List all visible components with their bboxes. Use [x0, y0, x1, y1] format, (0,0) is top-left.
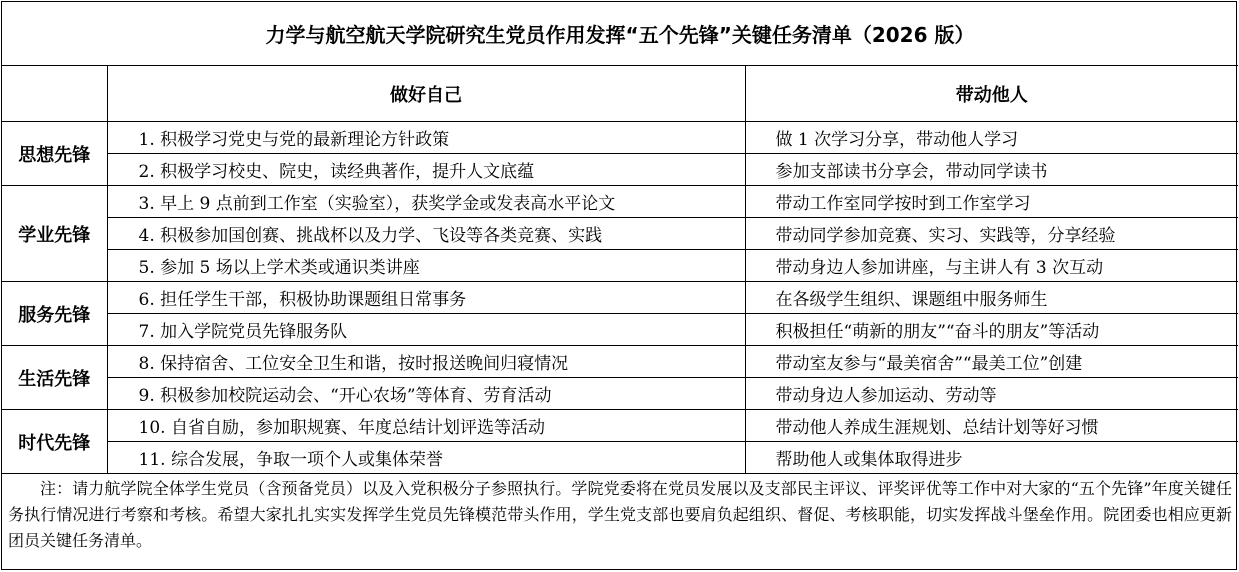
task-others-11: 帮助他人或集体取得进步	[745, 442, 1238, 474]
task-self-7: 7. 加入学院党员先锋服务队	[107, 314, 745, 346]
task-others-9: 带动身边人参加运动、劳动等	[745, 378, 1238, 410]
task-list-sheet	[1, 1, 1237, 570]
task-others-2: 参加支部读书分享会，带动同学读书	[745, 154, 1238, 186]
category-life: 生活先锋	[2, 346, 107, 410]
category-study: 学业先锋	[2, 186, 107, 282]
task-others-6: 在各级学生组织、课题组中服务师生	[745, 282, 1238, 314]
task-table	[2, 2, 1238, 560]
category-thought: 思想先锋	[2, 122, 107, 186]
task-self-10: 10. 自省自励，参加职规赛、年度总结计划评选等活动	[107, 410, 745, 442]
page-title: 力学与航空航天学院研究生党员作用发挥“五个先锋”关键任务清单（2026 版）	[2, 2, 1238, 66]
header-others: 带动他人	[745, 66, 1238, 122]
task-others-10: 带动他人养成生涯规划、总结计划等好习惯	[745, 410, 1238, 442]
task-self-5: 5. 参加 5 场以上学术类或通识类讲座	[107, 250, 745, 282]
task-self-9: 9. 积极参加校院运动会、“开心农场”等体育、劳育活动	[107, 378, 745, 410]
task-self-1: 1. 积极学习党史与党的最新理论方针政策	[107, 122, 745, 154]
task-others-7: 积极担任“萌新的朋友”“奋斗的朋友”等活动	[745, 314, 1238, 346]
task-others-5: 带动身边人参加讲座，与主讲人有 3 次互动	[745, 250, 1238, 282]
task-self-11: 11. 综合发展，争取一项个人或集体荣誉	[107, 442, 745, 474]
task-self-8: 8. 保持宿舍、工位安全卫生和谐，按时报送晚间归寝情况	[107, 346, 745, 378]
task-others-8: 带动室友参与“最美宿舍”“最美工位”创建	[745, 346, 1238, 378]
category-era: 时代先锋	[2, 410, 107, 474]
task-others-1: 做 1 次学习分享，带动他人学习	[745, 122, 1238, 154]
category-service: 服务先锋	[2, 282, 107, 346]
footnote: 注：请力航学院全体学生党员（含预备党员）以及入党积极分子参照执行。学院党委将在党员发展以及支部民主评议、评奖评优等工作中对大家的“五个先锋”年度关键任务执行情况进行考察和考核。希望大家扎扎实实发挥学生党员先锋模范带头作用，学生党支部也要肩负起组织、督促、考核职能，切实发挥战斗堡垒作用。院团委也相应更新团员关键任务清单。	[2, 474, 1238, 561]
task-self-2: 2. 积极学习校史、院史，读经典著作，提升人文底蕴	[107, 154, 745, 186]
header-corner	[2, 66, 107, 122]
task-others-3: 带动工作室同学按时到工作室学习	[745, 186, 1238, 218]
header-self: 做好自己	[107, 66, 745, 122]
task-self-6: 6. 担任学生干部，积极协助课题组日常事务	[107, 282, 745, 314]
task-others-4: 带动同学参加竞赛、实习、实践等，分享经验	[745, 218, 1238, 250]
task-self-3: 3. 早上 9 点前到工作室（实验室），获奖学金或发表高水平论文	[107, 186, 745, 218]
task-self-4: 4. 积极参加国创赛、挑战杯以及力学、飞设等各类竞赛、实践	[107, 218, 745, 250]
